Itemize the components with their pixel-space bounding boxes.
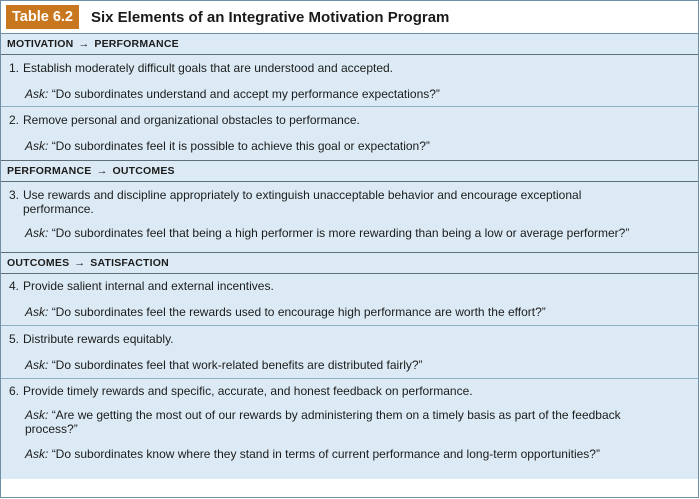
- list-item-4: [1, 274, 698, 326]
- ask-line: [9, 226, 692, 240]
- ask-text: “Are we getting the most out of our rewards by administering them on a timely basis as part of the feedback process?”: [25, 408, 621, 436]
- section-header-motivation-performance: [1, 34, 698, 55]
- item-text: Establish moderately difficult goals that are understood and accepted.: [23, 61, 394, 75]
- table-number-badge: Table 6.2: [6, 5, 79, 29]
- list-item-5: [1, 326, 698, 379]
- item-text: Remove personal and organizational obstacles to performance.: [23, 113, 360, 127]
- item-number: 2.: [9, 113, 20, 127]
- ask-text: “Do subordinates feel that being a high performer is more rewarding than being a low or average performer?”: [51, 226, 630, 240]
- section-to-label: SATISFACTION: [90, 257, 169, 269]
- item-text: Use rewards and discipline appropriately to extinguish unacceptable behavior and encourage exceptional performance.: [23, 188, 582, 216]
- item-number: 6.: [9, 384, 20, 398]
- section-from-label: OUTCOMES: [7, 257, 70, 269]
- ask-label: Ask:: [25, 87, 49, 101]
- list-item-3: [1, 182, 698, 253]
- section-header-outcomes-satisfaction: [1, 253, 698, 274]
- item-text: Distribute rewards equitably.: [23, 332, 174, 346]
- table-title: Six Elements of an Integrative Motivation Program: [90, 8, 450, 26]
- section-to-label: OUTCOMES: [112, 165, 175, 177]
- ask-line: [9, 87, 692, 101]
- ask-label: Ask:: [25, 358, 49, 372]
- item-text: Provide timely rewards and specific, accurate, and honest feedback on performance.: [23, 384, 473, 398]
- list-item-2: [1, 107, 698, 161]
- ask-text: “Do subordinates feel it is possible to achieve this goal or expectation?”: [51, 139, 430, 153]
- ask-text: “Do subordinates feel that work-related benefits are distributed fairly?”: [51, 358, 423, 372]
- ask-line: [9, 447, 692, 461]
- item-number: 4.: [9, 279, 20, 293]
- item-number: 5.: [9, 332, 20, 346]
- ask-text: “Do subordinates know where they stand in terms of current performance and long-term opportunities?”: [51, 447, 600, 461]
- ask-label: Ask:: [25, 408, 49, 422]
- ask-label: Ask:: [25, 139, 49, 153]
- ask-line: [9, 139, 692, 153]
- list-item-6: [1, 379, 698, 479]
- table-body: [1, 34, 698, 479]
- section-from-label: MOTIVATION: [7, 38, 74, 50]
- ask-line: [9, 358, 692, 372]
- section-header-performance-outcomes: [1, 161, 698, 182]
- ask-text: “Do subordinates feel the rewards used to encourage high performance are worth the effort?”: [51, 305, 546, 319]
- section-to-label: PERFORMANCE: [94, 38, 179, 50]
- section-from-label: PERFORMANCE: [7, 165, 92, 177]
- ask-line: [9, 408, 665, 436]
- table-title-bar: [1, 1, 698, 34]
- item-number: 3.: [9, 188, 20, 202]
- right-arrow-icon: →: [96, 165, 108, 177]
- ask-text: “Do subordinates understand and accept my performance expectations?”: [51, 87, 440, 101]
- item-number: 1.: [9, 61, 20, 75]
- list-item-1: [1, 55, 698, 107]
- item-text: Provide salient internal and external incentives.: [23, 279, 274, 293]
- ask-line: [9, 305, 692, 319]
- right-arrow-icon: →: [78, 38, 90, 50]
- ask-label: Ask:: [25, 447, 49, 461]
- ask-label: Ask:: [25, 305, 49, 319]
- right-arrow-icon: →: [74, 257, 86, 269]
- ask-label: Ask:: [25, 226, 49, 240]
